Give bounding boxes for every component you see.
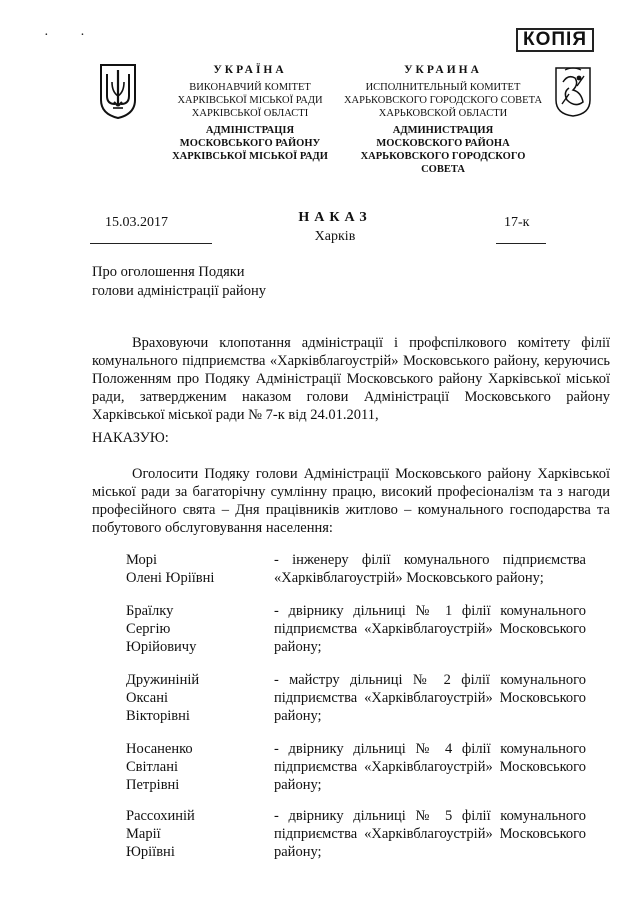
- city-emblem-icon: [553, 64, 593, 118]
- header-left-country: УКРАЇНА: [213, 64, 287, 76]
- person-name: [126, 807, 256, 861]
- person-patronymic: Юрійовичу: [126, 639, 197, 655]
- person-description: - двірнику дільниці № 4 філії комунального підприємства «Харківблагоустрій» Московського району;: [274, 741, 586, 793]
- person-description: - двірнику дільниці № 5 філії комунального підприємства «Харківблагоустрій» Московського району;: [274, 808, 586, 860]
- person-given-name: Олені Юріївні: [126, 570, 215, 586]
- header-right: [338, 64, 548, 176]
- person-surname: Носаненко: [126, 741, 193, 757]
- person-given-name: Сергію: [126, 621, 171, 637]
- person-name: [126, 602, 256, 656]
- order-subject: [92, 263, 266, 301]
- scan-dots: · ·: [44, 28, 99, 43]
- person-description: - двірнику дільниці № 1 філії комунального підприємства «Харківблагоустрій» Московського району;: [274, 603, 586, 655]
- subject-line: Про оголошення Подяки: [92, 264, 245, 280]
- header-right-line: ХАРЬКОВСКОЙ ОБЛАСТИ: [378, 108, 508, 119]
- person-patronymic: Петрівні: [126, 777, 180, 793]
- header-right-line: ИСПОЛНИТЕЛЬНЫЙ КОМИТЕТ: [365, 82, 521, 93]
- order-directive: НАКАЗУЮ:: [92, 430, 169, 446]
- person-patronymic: Вікторівні: [126, 708, 190, 724]
- person-name: [126, 551, 256, 587]
- person-given-name: Оксані: [126, 690, 168, 706]
- header-right-admin-line: АДМИНИСТРАЦИЯ: [392, 125, 494, 136]
- order-city: Харків: [314, 229, 356, 244]
- header-left-admin-line: АДМІНІСТРАЦІЯ: [205, 125, 295, 136]
- order-date: 15.03.2017: [105, 215, 168, 230]
- header-right-country: УКРАИНА: [404, 64, 482, 76]
- paragraph-announcement: Оголосити Подяку голови Адміністрації Московського району Харківської міської ради за багаторічну сумлінну працю, високий професіоналізм та з нагоди професійного свята – Дня працівників житлово – комунального господарства та побутового обслуговування населення:: [92, 466, 610, 536]
- person-surname: Морі: [126, 552, 158, 568]
- person-name: [126, 740, 256, 794]
- header-right-admin-line: МОСКОВСКОГО РАЙОНА: [376, 138, 510, 149]
- header-left: [150, 64, 350, 163]
- person-name: [126, 671, 256, 725]
- person-given-name: Марії: [126, 826, 161, 842]
- person-surname: Браїлку: [126, 603, 174, 619]
- header-right-line: ХАРЬКОВСКОГО ГОРОДСКОГО СОВЕТА: [343, 95, 543, 106]
- order-number: 17-к: [504, 215, 530, 230]
- person-given-name: Світлані: [126, 759, 178, 775]
- header-right-admin-line: ХАРЬКОВСКОГО ГОРОДСКОГО СОВЕТА: [360, 151, 526, 175]
- paragraph-preamble: Враховуючи клопотання адміністрації і профспілкового комітету філії комунального підприємства «Харківблагоустрій» Московського району, керуючись Положенням про Подяку Адміністрації Московського району Харківської міської ради, затвердженим наказом голови Адміністрації Московського району Харківської міської ради № 7-к від 24.01.2011,: [92, 335, 610, 423]
- person-description: - майстру дільниці № 2 філії комунального підприємства «Харківблагоустрій» Московського району;: [274, 672, 586, 724]
- header-left-line: ХАРКІВСЬКОЇ ОБЛАСТІ: [191, 108, 309, 119]
- person-surname: Дружиніній: [126, 672, 200, 688]
- subject-line: голови адміністрації району: [92, 283, 266, 299]
- header-left-admin-line: ХАРКІВСЬКОЇ МІСЬКОЇ РАДИ: [172, 151, 328, 162]
- header-left-admin: [150, 124, 350, 163]
- order-title: НАКАЗ: [298, 210, 372, 225]
- header-left-line: ВИКОНАВЧИЙ КОМІТЕТ: [189, 82, 311, 93]
- copy-stamp: КОПІЯ: [516, 28, 594, 52]
- person-surname: Рассохиній: [126, 808, 195, 824]
- header-left-line: ХАРКІВСЬКОЇ МІСЬКОЇ РАДИ: [177, 95, 323, 106]
- coat-of-arms-icon: [98, 62, 138, 120]
- header-right-admin: [338, 124, 548, 176]
- header-left-admin-line: МОСКОВСЬКОГО РАЙОНУ: [179, 138, 321, 149]
- person-description: - інженеру філії комунального підприємства «Харківблагоустрій» Московського району;: [274, 552, 586, 586]
- person-patronymic: Юріївні: [126, 844, 175, 860]
- number-underline: [496, 243, 546, 244]
- date-underline: [90, 243, 212, 244]
